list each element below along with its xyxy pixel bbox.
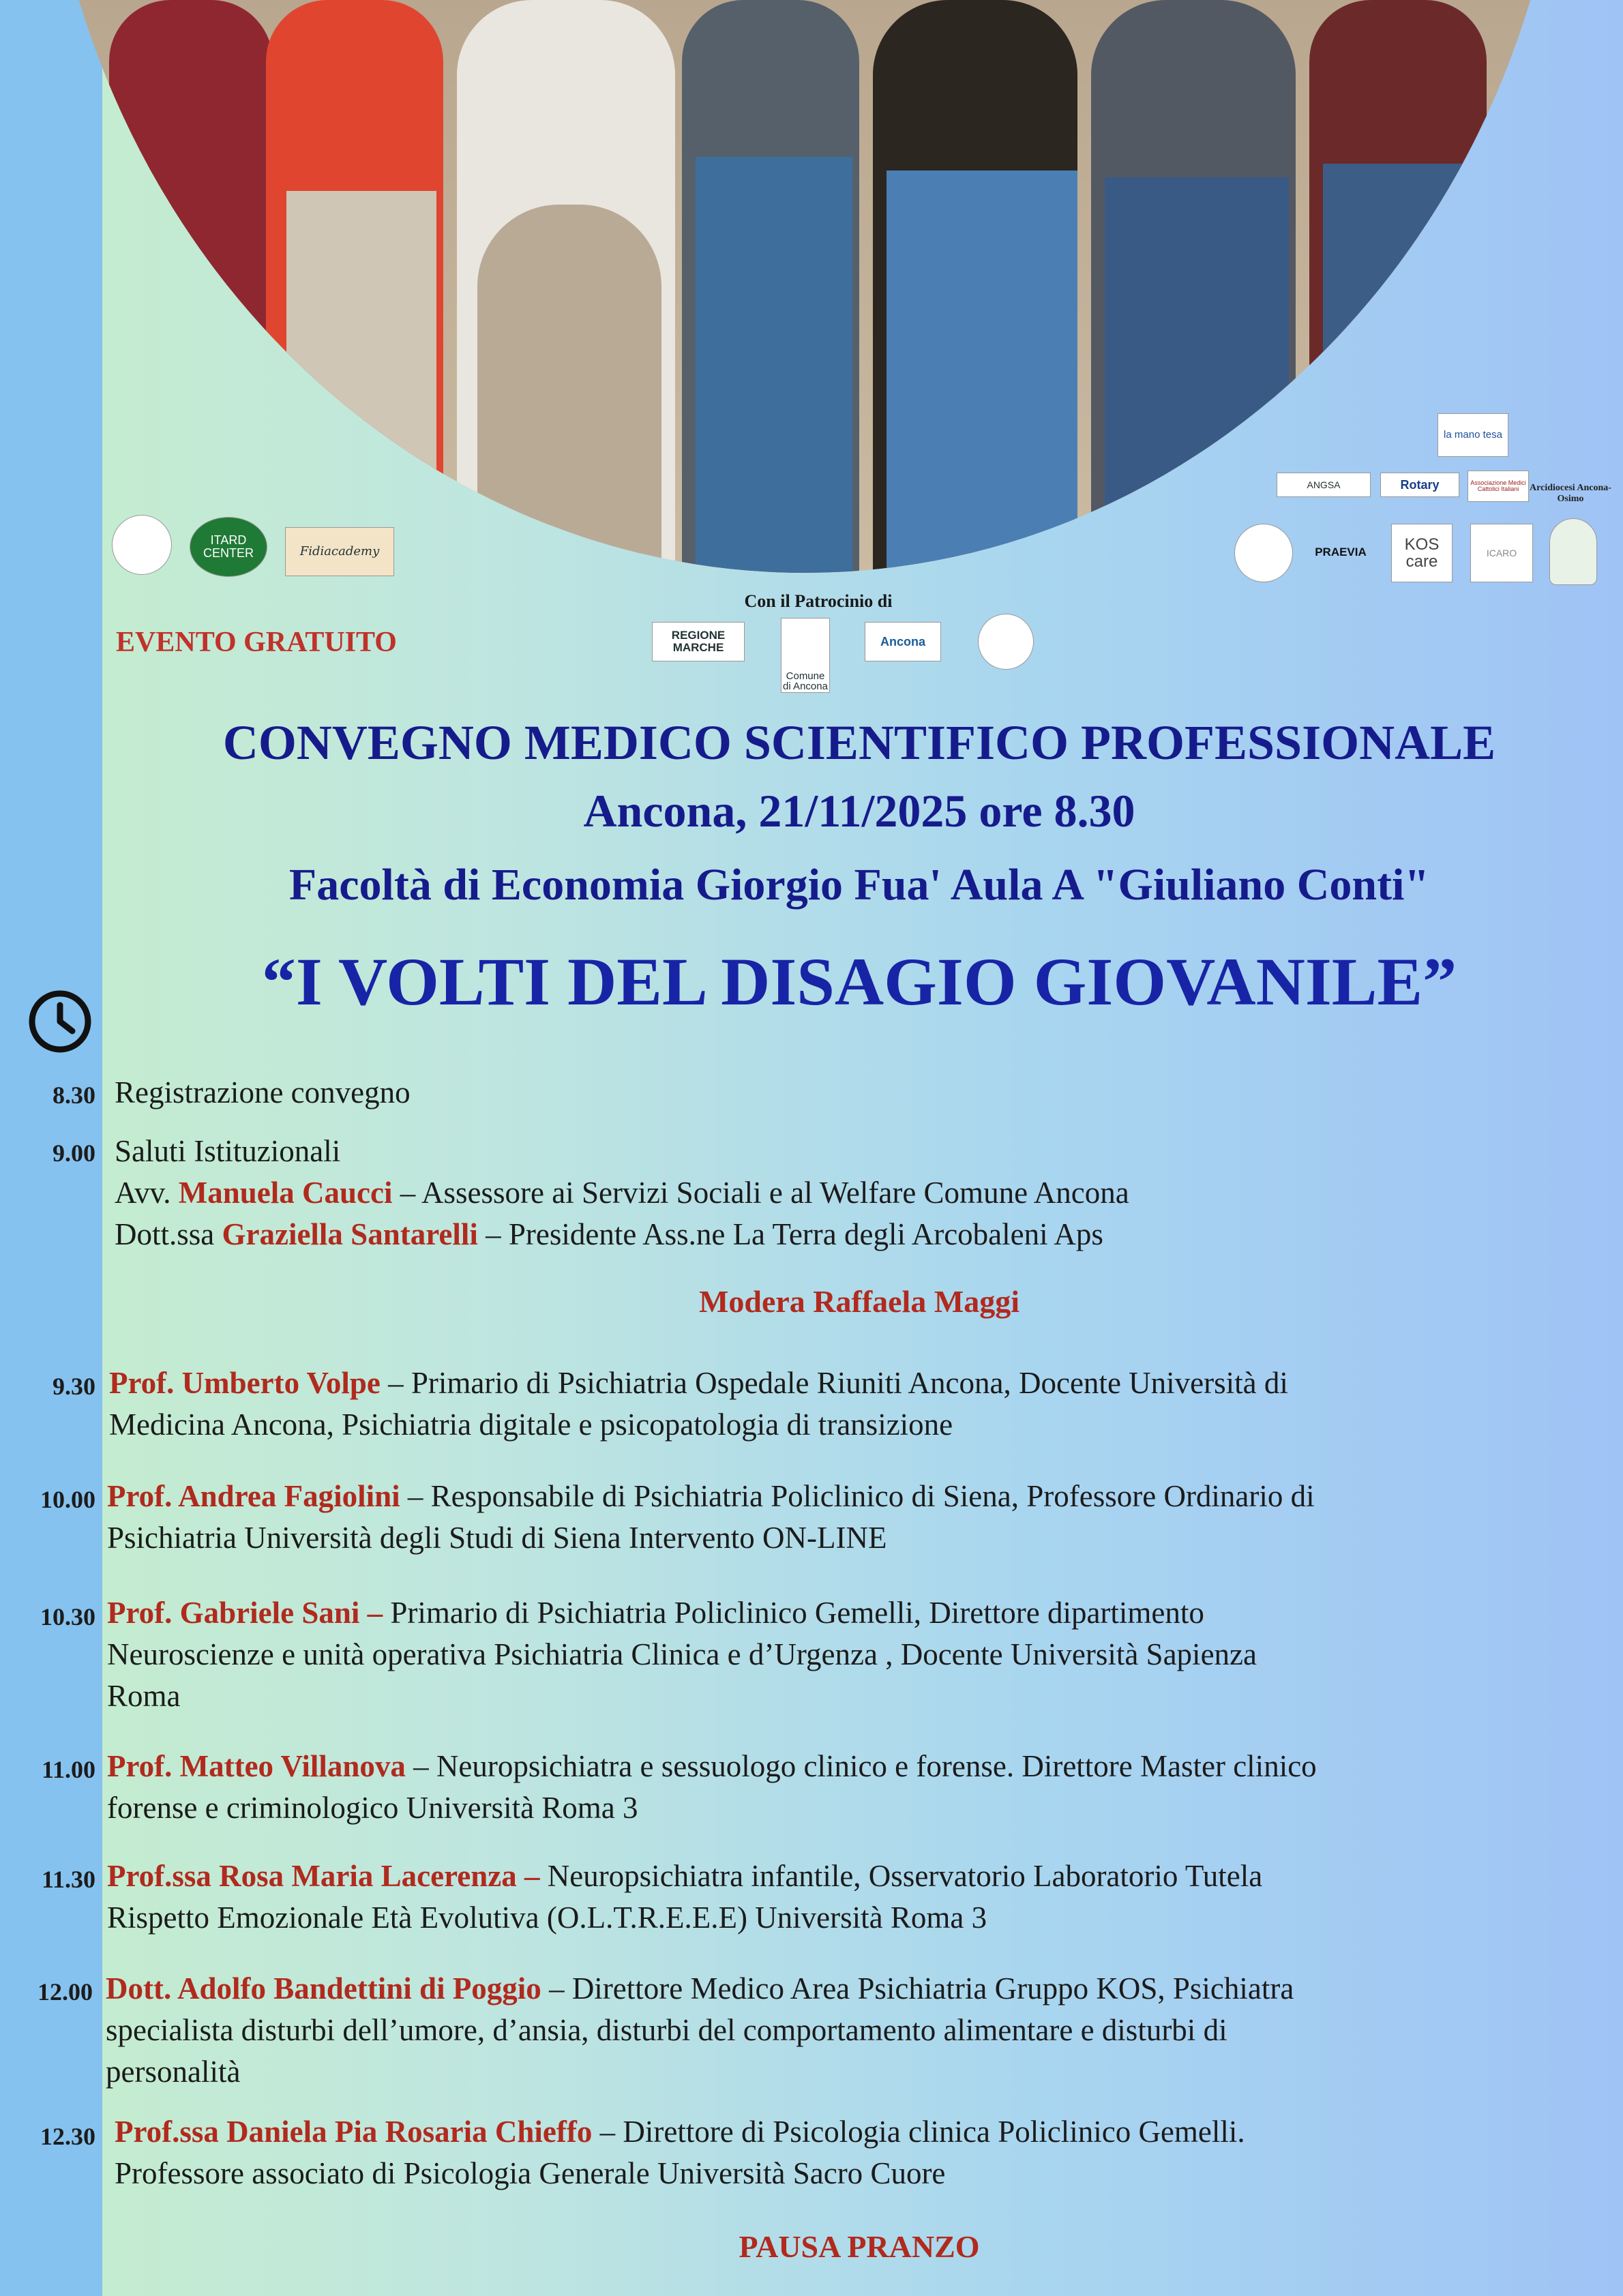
program-time: 12.30 [40,2123,95,2150]
arcidiocesi-label: Arcidiocesi Ancona-Osimo [1530,483,1611,504]
speaker-name: Graziella Santarelli [222,1217,478,1252]
event-title: “I VOLTI DEL DISAGIO GIOVANILE” [261,944,1457,1019]
university-seal-logo [978,614,1034,670]
free-event-label: EVENTO GRATUITO [116,627,397,658]
clock-icon [27,989,93,1054]
regione-marche-logo: REGIONE MARCHE [652,622,745,661]
program-time: 10.30 [40,1603,95,1630]
program-text: – Primario di Psichiatria Ospedale Riuniti Ancona, Docente Università di [380,1366,1288,1400]
program-line [106,1968,1609,2010]
comune-ancona-logo: Comune di Ancona [781,618,830,693]
program-text: – Direttore di Psicologia clinica Policlinico Gemelli. [592,2115,1245,2149]
program-line [107,1787,1609,1829]
program-text: forense e criminologico Università Roma 3 [107,1791,638,1825]
rotary-logo: Rotary [1380,473,1459,497]
speaker-name: Prof. Andrea Fagiolini [107,1479,400,1513]
speaker-name: Manuela Caucci [178,1176,393,1210]
moderator-label: Modera Raffaela Maggi [698,1284,1020,1319]
program-line [106,2010,1609,2051]
program-item [109,1362,1609,1446]
speaker-name: Prof. Gabriele Sani – [107,1596,383,1630]
program-item [107,1592,1609,1718]
program-item [106,1968,1609,2093]
fidiacademy-logo: Fidiacademy [285,527,394,576]
la-mano-tesa-logo: la mano tesa [1438,413,1508,457]
program-time: 10.00 [40,1486,95,1513]
program-line [115,1172,1609,1214]
program-time: 9.00 [53,1139,95,1167]
program-text: – Assessore ai Servizi Sociali e al Welfare Comune Ancona [392,1176,1129,1210]
program-line [107,1746,1609,1787]
program-text: Registrazione convegno [115,1075,411,1109]
speaker-name: Prof. Umberto Volpe [109,1366,381,1400]
program-time: 9.30 [53,1373,95,1400]
program-item [115,1072,1609,1114]
patrocinio-label: Con il Patrocinio di [744,591,893,611]
program-time: 11.30 [41,1866,95,1893]
program-time: 12.00 [38,1978,93,2006]
speaker-name: Prof. Matteo Villanova [107,1749,406,1783]
program-item [107,1855,1609,1939]
statue-emblem-logo [1234,524,1293,582]
praevia-logo: PRAEVIA [1315,546,1367,558]
program-line [115,1072,1609,1114]
speaker-name: Prof.ssa Daniela Pia Rosaria Chieffo [115,2115,593,2149]
program-text: Professore associato di Psicologia Generale Università Sacro Cuore [115,2156,946,2191]
itard-center-logo: ITARD CENTER [190,517,267,577]
program-text: Roma [107,1679,181,1714]
program-line [109,1404,1609,1446]
program-text: specialista disturbi dell’umore, d’ansia, disturbi del comportamento alimentare e disturbi di [106,2013,1227,2048]
conference-type-heading: CONVEGNO MEDICO SCIENTIFICO PROFESSIONALE [222,715,1496,770]
program-line [106,2051,1609,2093]
program-line [107,1634,1609,1675]
kos-care-logo: KOS care [1391,524,1453,582]
program-text: – Responsabile di Psichiatria Policlinico di Siena, Professore Ordinario di [400,1479,1315,1513]
amci-logo: Associazione Medici Cattolici Italiani [1468,471,1529,502]
program-time: 8.30 [53,1082,95,1109]
arcidiocesi-crest-logo [1549,518,1597,585]
program-text: Dott.ssa [115,1217,222,1252]
program-item [107,1476,1609,1559]
association-logo [112,515,172,575]
speaker-name: Prof.ssa Rosa Maria Lacerenza – [107,1859,540,1893]
program-text: – Direttore Medico Area Psichiatria Gruppo KOS, Psichiatra [541,1971,1294,2006]
program-line [115,2153,1609,2194]
program-line [107,1476,1609,1517]
ancona-logo: Ancona [865,622,941,661]
date-time-heading: Ancona, 21/11/2025 ore 8.30 [583,785,1135,837]
program-item [115,1131,1609,1256]
program-text: Avv. [115,1176,179,1210]
program-text: Primario di Psichiatria Policlinico Gemelli, Direttore dipartimento [383,1596,1204,1630]
program-line [107,1897,1609,1939]
program-line [109,1362,1609,1404]
program-line [107,1517,1609,1559]
program-text: – Presidente Ass.ne La Terra degli Arcobaleni Aps [477,1217,1103,1252]
angsa-logo: ANGSA [1277,473,1371,497]
lunch-break-label: PAUSA PRANZO [739,2229,980,2264]
program-line [107,1592,1609,1634]
program-text: Neuropsichiatra infantile, Osservatorio Laboratorio Tutela [539,1859,1263,1893]
program-line [115,1131,1609,1172]
program-line [115,1214,1609,1255]
program-text: – Neuropsichiatra e sessuologo clinico e forense. Direttore Master clinico [405,1749,1317,1783]
icaro-logo: ICARO [1470,524,1533,582]
venue-heading: Facoltà di Economia Giorgio Fua' Aula A "Giuliano Conti" [288,860,1430,910]
program-text: Neuroscienze e unità operativa Psichiatria Clinica e d’Urgenza , Docente Università Sapienza [107,1637,1257,1672]
program-text: personalità [106,2055,241,2089]
program-text: Rispetto Emozionale Età Evolutiva (O.L.T.R.E.E.E) Università Roma 3 [107,1900,987,1935]
program-item [115,2111,1609,2194]
program-time: 11.00 [41,1756,95,1783]
program-line [107,1675,1609,1717]
program-line [115,2111,1609,2153]
speaker-name: Dott. Adolfo Bandettini di Poggio [106,1971,541,2006]
program-text: Psichiatria Università degli Studi di Siena Intervento ON-LINE [107,1521,887,1555]
program-text: Saluti Istituzionali [115,1134,341,1168]
program-text: Medicina Ancona, Psichiatria digitale e psicopatologia di transizione [109,1407,953,1442]
program-item [107,1746,1609,1829]
program-line [107,1855,1609,1897]
